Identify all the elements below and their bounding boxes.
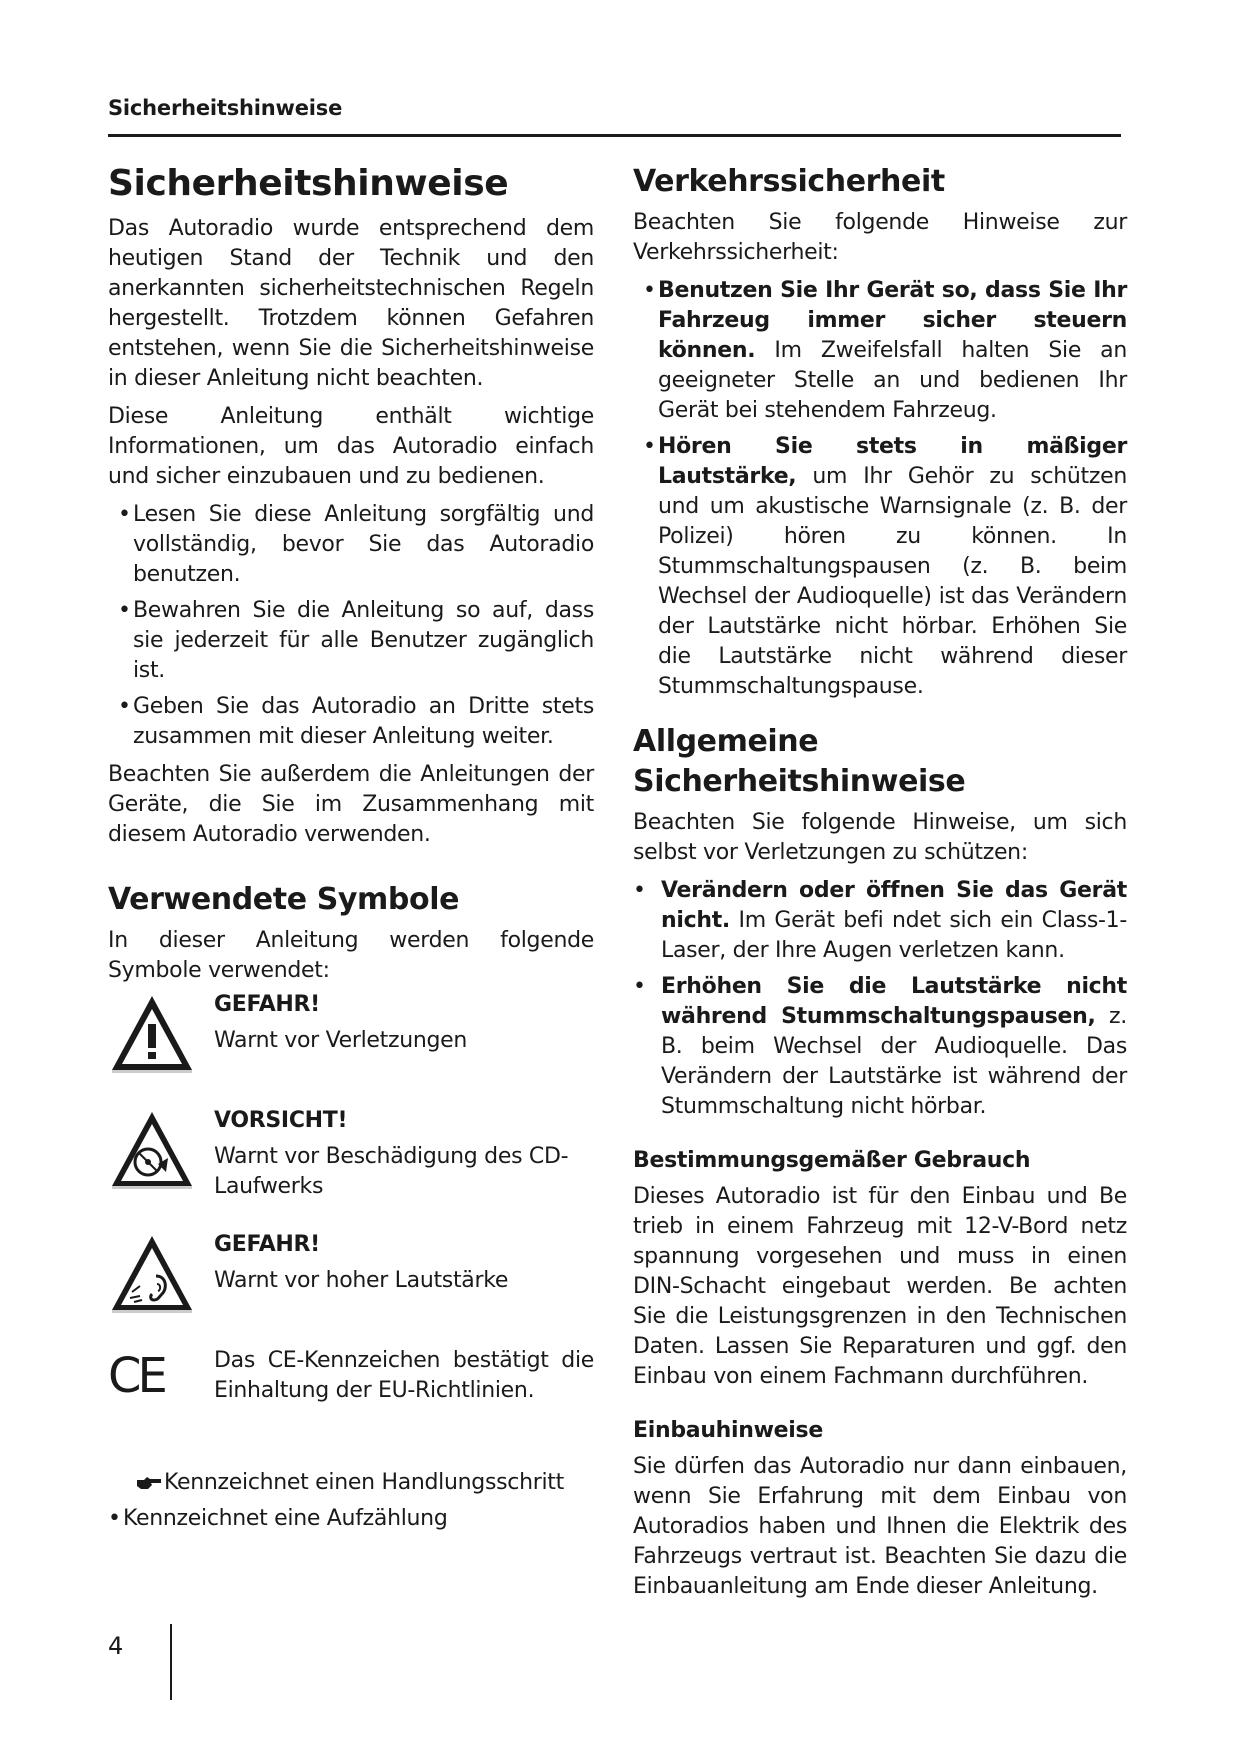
symbols-intro: In dieser Anleitung werden folgende Symbole verwendet: [108,928,594,983]
symbol-title: GEFAHR! [214,992,320,1017]
list-item: • Bewahren Sie die Anleitung so auf, dass sie jederzeit für alle Benutzer zugänglich ist. [108,596,594,686]
intro-paragraph-2: Diese Anleitung enthält wichtige Informationen, um das Autoradio einfach und sicher einzubauen und zu bedienen. [108,404,594,489]
intended-use-text: Dieses Autoradio ist für den Einbau und Be trieb in einem Fahrzeug mit 12-V-Bord netz spannung vorgesehen und muss in einen DIN-Schacht eingebaut werden. Be achten Sie die Leistungsgrenzen in den Technischen Daten. Lassen Sie Reparaturen und ggf. den Einbau von einem Fachmann durchführen. [633,1184,1127,1389]
running-head: Sicherheitshinweise [108,96,343,120]
list-item [633,276,1127,426]
list-item: • Geben Sie das Autoradio an Dritte stets zusammen mit dieser Anleitung weiter. [108,692,594,752]
warning-icon [108,990,196,1078]
bullet-text: Im Zweifelsfall halten Sie an geeigneter Stelle an und bedienen Ihr Gerät bei stehendem Fahrzeug. [658,338,1127,423]
symbol-title: GEFAHR! [214,1232,320,1257]
traffic-safety-heading: Verkehrssicherheit [633,164,945,199]
installation-heading: Einbauhinweise [633,1418,823,1443]
bullet-text: um Ihr Gehör zu schützen und um akustische Warnsignale (z. B. der Polizei) hören zu können. In Stummschaltungspausen (z. B. beim Wechsel der Audioquelle) ist das Verändern der Lautstärke nicht hörbar. Erhöhen Sie die Lautstärke nicht während dieser Stummschaltungspause. [658,464,1127,699]
handlung-legend [136,1468,594,1498]
bullet-bold: Erhöhen Sie die Lautstärke nicht während Stummschaltungspausen, [661,974,1127,1029]
aufzaehlung-legend: • Kennzeichnet eine Aufzählung [108,1504,594,1534]
ce-description: Das CE-Kennzeichen bestätigt die Einhaltung der EU-Richtlinien. [214,1348,594,1403]
symbol-description: Warnt vor hoher Lautstärke [214,1268,509,1293]
intro-paragraph-3: Beachten Sie außerdem die Anleitungen der Geräte, die Sie im Zusammenhang mit diesem Autoradio verwenden. [108,762,594,847]
symbol-description: Warnt vor Beschädigung des CD-Laufwerks [214,1144,569,1199]
symbol-row-caution [108,1106,594,1202]
list-item: • Lesen Sie diese Anleitung sorgfältig und vollständig, bevor Sie das Autoradio benutzen. [108,500,594,590]
cd-drive-caution-icon [108,1106,196,1194]
symbol-title: VORSICHT! [214,1108,348,1133]
symbol-row-ce [108,1346,594,1434]
left-column [108,160,594,1534]
traffic-safety-intro: Beachten Sie folgende Hinweise zur Verkehrssicherheit: [633,210,1127,265]
list-item [633,876,1127,966]
intro-bullet-list [108,500,594,752]
installation-text: Sie dürfen das Autoradio nur dann einbauen, wenn Sie Erfahrung mit dem Einbau von Autoradios haben und Ihnen die Elektrik des Fahrzeugs vertraut ist. Beachten Sie dazu die Einbauanleitung am Ende dieser Anleitung. [633,1454,1127,1599]
footer-rule [170,1624,172,1700]
general-bullet-list [633,876,1127,1122]
symbols-heading: Verwendete Symbole [108,882,460,917]
bullet-bold: Verändern oder öffnen Sie das Gerät nicht. [661,878,1127,933]
header-rule [108,134,1121,137]
traffic-bullet-list [633,276,1127,702]
loud-volume-warning-icon [108,1230,196,1318]
page-title: Sicherheitshinweise [108,163,509,204]
page-number: 4 [108,1632,124,1660]
general-safety-intro: Beachten Sie folgende Hinweise, um sich selbst vor Verletzungen zu schützen: [633,810,1127,865]
intended-use-heading: Bestimmungsgemäßer Gebrauch [633,1148,1031,1173]
general-safety-heading: Allgemeine Sicherheitshinweise [633,724,966,799]
ce-mark-icon: CE [108,1348,164,1404]
list-item [633,432,1127,702]
intro-paragraph-1: Das Autoradio wurde entsprechend dem heutigen Stand der Technik und den anerkannten sicherheitstechnischen Regeln hergestellt. Trotzdem können Gefahren entstehen, wenn Sie die Sicherheitshinweise in dieser Anleitung nicht beachten. [108,216,594,391]
symbol-description: Warnt vor Verletzungen [214,1028,468,1053]
symbol-row-danger [108,990,594,1078]
handlung-text: Kennzeichnet einen Handlungsschritt [164,1470,564,1495]
pointing-hand-icon [136,1475,162,1491]
list-item [633,972,1127,1122]
bullet-bold: Benutzen Sie Ihr Gerät so, dass Sie Ihr Fahrzeug immer sicher steuern können. [658,278,1127,363]
right-column [633,160,1127,1610]
bullet-text: Im Gerät befi ndet sich ein Class-1-Laser, der Ihre Augen verletzen kann. [661,908,1127,963]
bullet-bold: Hören Sie stets in mäßiger Lautstärke, [658,434,1127,489]
bullet-text: z. B. beim Wechsel der Audioquelle. Das Verändern der Lautstärke ist während der Stummschaltung nicht hörbar. [661,1004,1127,1119]
symbol-row-volume [108,1230,594,1318]
